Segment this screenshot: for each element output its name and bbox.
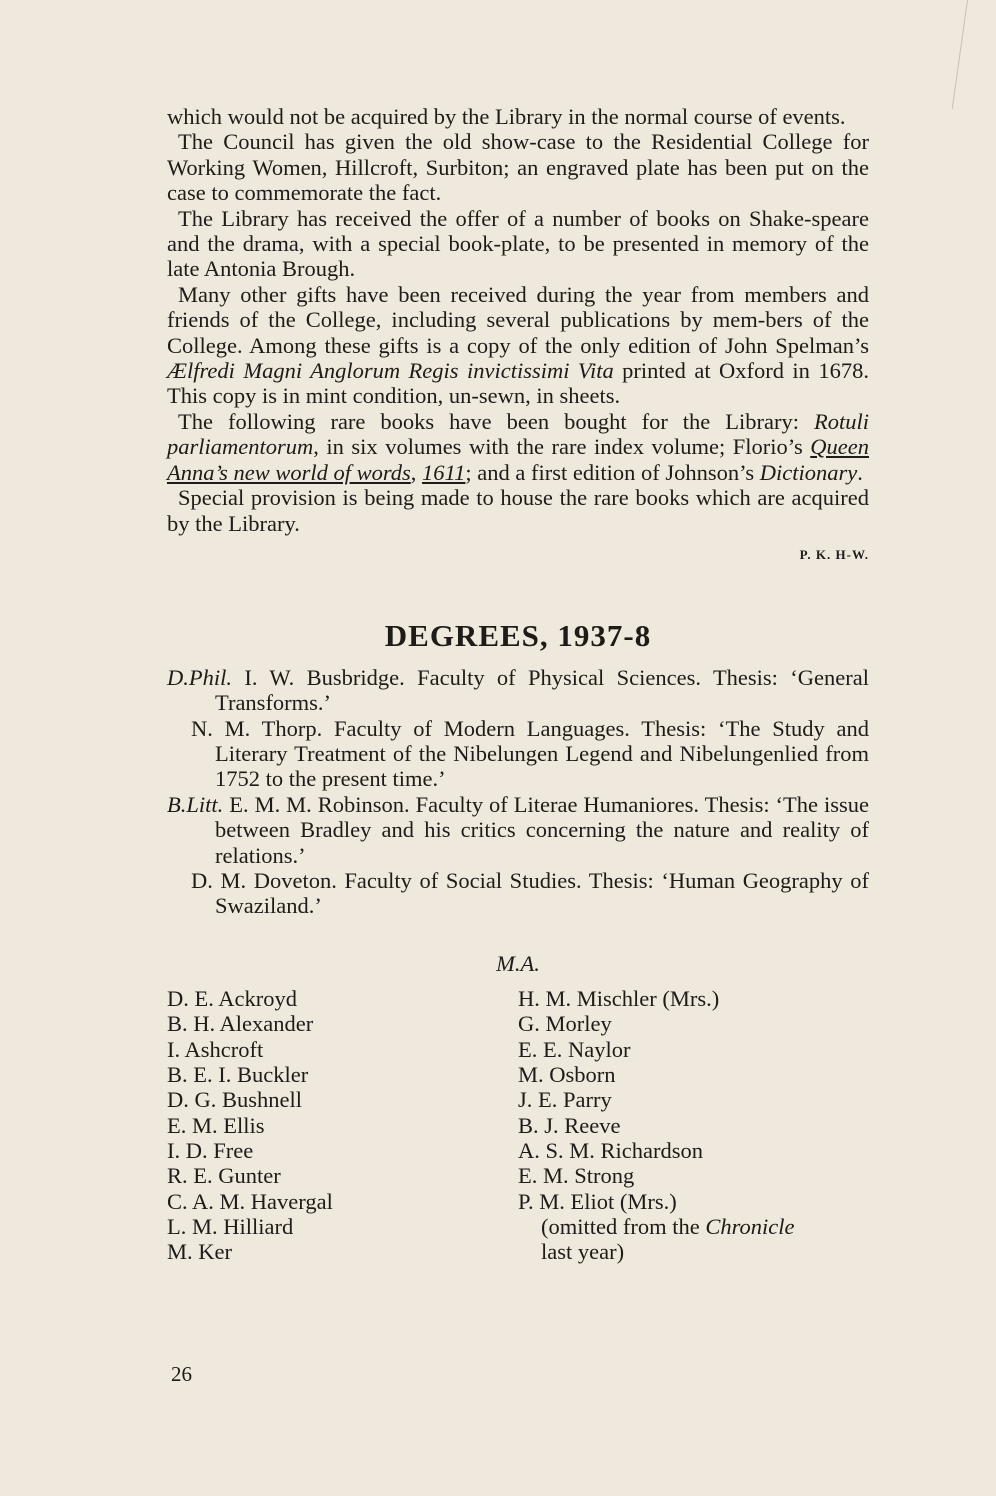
book-title-florio: Queen Anna’s new world of words <box>167 434 869 485</box>
section-heading: DEGREES, 1937-8 <box>384 618 652 654</box>
list-item: B. E. I. Buckler <box>167 1062 309 1088</box>
list-item: J. E. Parry <box>518 1087 612 1113</box>
list-item: C. A. M. Havergal <box>167 1188 333 1214</box>
body-text <box>167 104 869 1264</box>
ma-right-column <box>518 986 869 1264</box>
list-item-note: (omitted from the Chronicle <box>541 1213 795 1239</box>
list-item: A. S. M. Richardson <box>518 1137 703 1163</box>
note-title: Chronicle <box>705 1213 795 1239</box>
ma-list <box>167 986 869 1264</box>
list-item: E. E. Naylor <box>518 1036 631 1062</box>
paragraph-6: Special provision is being made to house the rare books which are acquired by the Library. <box>167 485 869 536</box>
list-item: I. Ashcroft <box>167 1036 264 1062</box>
list-item: E. M. Strong <box>518 1163 635 1189</box>
paragraph-5: The following rare books have been bought for the Library: Rotuli parliamentorum, in six volumes with the rare index volume; Florio’s Queen Anna’s new world of words, 1611; and a first edition of Johnson’s Dictionary. <box>167 408 869 485</box>
blitt-entry-2: D. M. Doveton. Faculty of Social Studies. Thesis: ‘Human Geography of Swaziland.’ <box>191 867 869 919</box>
paragraph-1: which would not be acquired by the Library in the normal course of events. <box>167 104 846 129</box>
list-item: H. M. Mischler (Mrs.) <box>518 986 720 1012</box>
list-item: D. E. Ackroyd <box>167 986 297 1012</box>
book-title-spelman: Ælfredi Magni Anglorum Regis invictissimi Vita <box>167 358 614 384</box>
list-item: M. Osborn <box>518 1062 616 1088</box>
book-title-rotuli: Rotuli parliamentorum <box>167 408 869 460</box>
list-item: E. M. Ellis <box>167 1112 265 1138</box>
degree-label-dphil: D.Phil. <box>167 664 232 690</box>
dphil-entry-1: D.Phil. I. W. Busbridge. Faculty of Physical Sciences. Thesis: ‘General Transforms.’ <box>167 664 869 716</box>
list-item: L. M. Hilliard <box>167 1213 294 1239</box>
book-title-dictionary: Dictionary <box>759 459 858 485</box>
paragraph-2: The Council has given the old show-case to the Residential College for Working Women, Hillcroft, Surbiton; an engraved plate has been put on the case to commemorate the fact. <box>167 129 869 206</box>
list-item: P. M. Eliot (Mrs.) <box>518 1188 677 1214</box>
list-item: D. G. Bushnell <box>167 1087 302 1113</box>
book-year-florio: 1611 <box>422 459 466 485</box>
list-item: G. Morley <box>518 1011 612 1037</box>
list-item: B. J. Reeve <box>518 1112 621 1138</box>
list-item: B. H. Alexander <box>167 1011 314 1037</box>
list-item: I. D. Free <box>167 1137 254 1163</box>
list-item-note-cont: last year) <box>541 1239 625 1265</box>
dphil-entry-2: N. M. Thorp. Faculty of Modern Languages. Thesis: ‘The Study and Literary Treatment of the Nibelungen Legend and Nibelungenlied from 1752 to the present time.’ <box>191 715 869 792</box>
ma-left-column <box>167 986 518 1264</box>
list-item: M. Ker <box>167 1239 232 1265</box>
signature: P. K. H-W. <box>799 546 869 562</box>
page-number: 26 <box>171 1362 192 1386</box>
degree-label-blitt: B.Litt. <box>167 791 224 817</box>
list-item: R. E. Gunter <box>167 1163 281 1189</box>
ma-heading: M.A. <box>496 950 540 976</box>
page-edge-mark <box>952 0 968 109</box>
paragraph-4: Many other gifts have been received during the year from members and friends of the College, including several publications by mem-bers of the College. Among these gifts is a copy of the only edition of John Spelman’s Ælfredi Magni Anglorum Regis invictissimi Vita printed at Oxford in 1678. This copy is in mint condition, un-sewn, in sheets. <box>167 281 869 409</box>
blitt-entry-1: B.Litt. E. M. M. Robinson. Faculty of Literae Humaniores. Thesis: ‘The issue between Bradley and his critics concerning the nature and reality of relations.’ <box>167 791 869 868</box>
paragraph-3: The Library has received the offer of a number of books on Shake-speare and the drama, with a special book-plate, to be presented in memory of the late Antonia Brough. <box>167 205 869 282</box>
